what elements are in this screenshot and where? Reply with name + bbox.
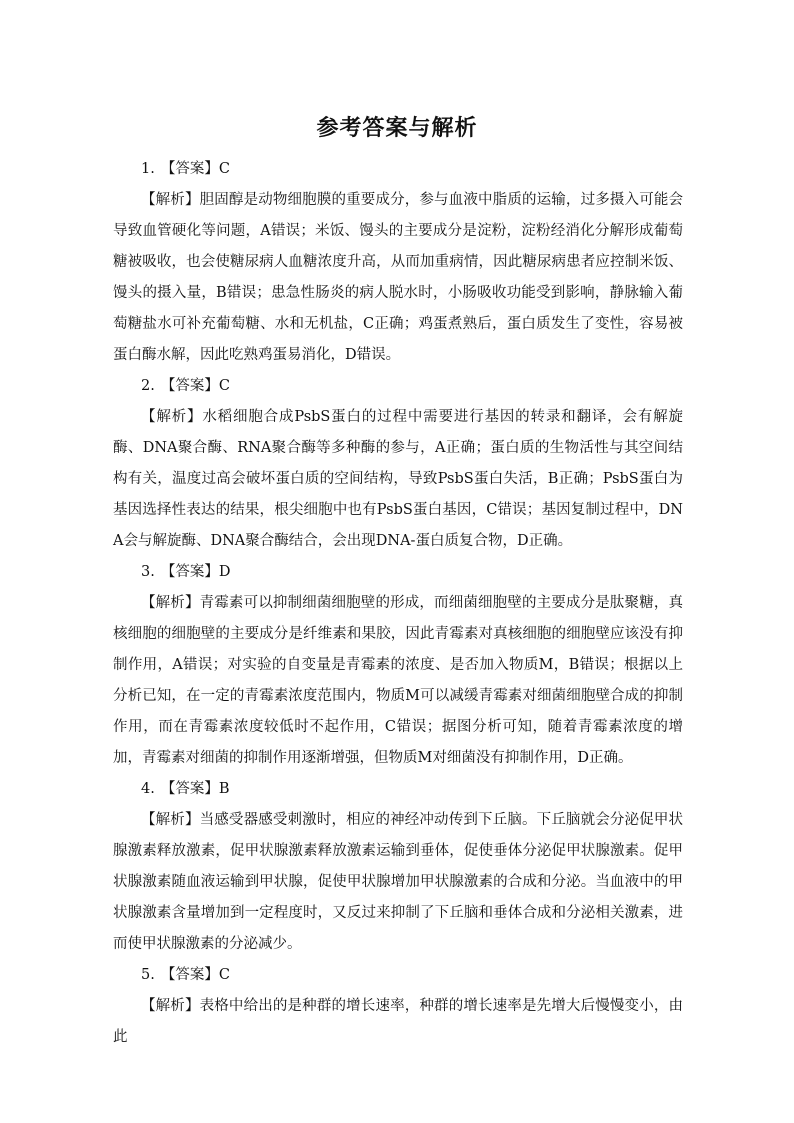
answer-line (113, 557, 683, 588)
explanation-text: 【解析】水稻细胞合成PsbS蛋白的过程中需要进行基因的转录和翻译，会有解旋酶、DNA聚合酶、RNA聚合酶等多种酶的参与，A正确；蛋白质的生物活性与其空间结构有关，温度过高会破坏蛋白质的空间结构，导致PsbS蛋白失活，B正确；PsbS蛋白为基因选择性表达的结果，根尖细胞中也有PsbS蛋白基因，C错误；基因复制过程中，DNA会与解旋酶、DNA聚合酶结合，会出现DNA-蛋白质复合物，D正确。 (113, 409, 683, 549)
answer-item-3 (113, 557, 683, 774)
explanation-text: 【解析】当感受器感受刺激时，相应的神经冲动传到下丘脑。下丘脑就会分泌促甲状腺激素释放激素，促甲状腺激素释放激素运输到垂体，促使垂体分泌促甲状腺激素。促甲状腺激素随血液运输到甲状腺，促使甲状腺增加甲状腺激素的合成和分泌。当血液中的甲状腺激素含量增加到一定程度时，又反过来抑制了下丘脑和垂体合成和分泌相关激素，进而使甲状腺激素的分泌减少。 (113, 812, 683, 952)
answer-value: C (218, 967, 230, 983)
answer-item-4 (113, 774, 683, 960)
answer-label: 【答案】 (160, 781, 219, 797)
answer-line (113, 960, 683, 991)
question-number: 5. (141, 967, 155, 983)
answer-label: 【答案】 (160, 378, 219, 394)
question-number: 1. (141, 161, 155, 177)
answer-item-5 (113, 960, 683, 1053)
explanation-text: 【解析】表格中给出的是种群的增长速率，种群的增长速率是先增大后慢慢变小，由此 (113, 998, 683, 1045)
answer-label: 【答案】 (160, 967, 219, 983)
answer-item-1 (113, 154, 683, 371)
answer-value: C (218, 161, 230, 177)
answer-line (113, 774, 683, 805)
answer-value: C (218, 378, 230, 394)
explanation-text: 【解析】青霉素可以抑制细菌细胞壁的形成，而细菌细胞壁的主要成分是肽聚糖，真核细胞的细胞壁的主要成分是纤维素和果胶，因此青霉素对真核细胞的细胞壁应该没有抑制作用，A错误；对实验的自变量是青霉素的浓度、是否加入物质M，B错误；根据以上分析已知，在一定的青霉素浓度范围内，物质M可以减缓青霉素对细菌细胞壁合成的抑制作用，而在青霉素浓度较低时不起作用，C错误；据图分析可知，随着青霉素浓度的增加，青霉素对细菌的抑制作用逐渐增强，但物质M对细菌没有抑制作用，D正确。 (113, 595, 683, 766)
explanation-text: 【解析】胆固醇是动物细胞膜的重要成分，参与血液中脂质的运输，过多摄入可能会导致血管硬化等问题，A错误；米饭、馒头的主要成分是淀粉，淀粉经消化分解形成葡萄糖被吸收，也会使糖尿病人血糖浓度升高，从而加重病情，因此糖尿病患者应控制米饭、馒头的摄入量，B错误；患急性肠炎的病人脱水时，小肠吸收功能受到影响，静脉输入葡萄糖盐水可补充葡萄糖、水和无机盐，C正确；鸡蛋煮熟后，蛋白质发生了变性，容易被蛋白酶水解，因此吃熟鸡蛋易消化，D错误。 (113, 192, 683, 363)
answer-value: D (218, 564, 231, 580)
answer-line (113, 371, 683, 402)
question-number: 2. (141, 378, 155, 394)
answer-item-2 (113, 371, 683, 557)
answer-label: 【答案】 (160, 564, 219, 580)
question-number: 3. (141, 564, 155, 580)
answer-list (113, 154, 683, 1053)
answer-line (113, 154, 683, 185)
answer-value: B (218, 781, 230, 797)
answer-label: 【答案】 (160, 161, 219, 177)
question-number: 4. (141, 781, 155, 797)
page-title: 参考答案与解析 (316, 115, 478, 141)
